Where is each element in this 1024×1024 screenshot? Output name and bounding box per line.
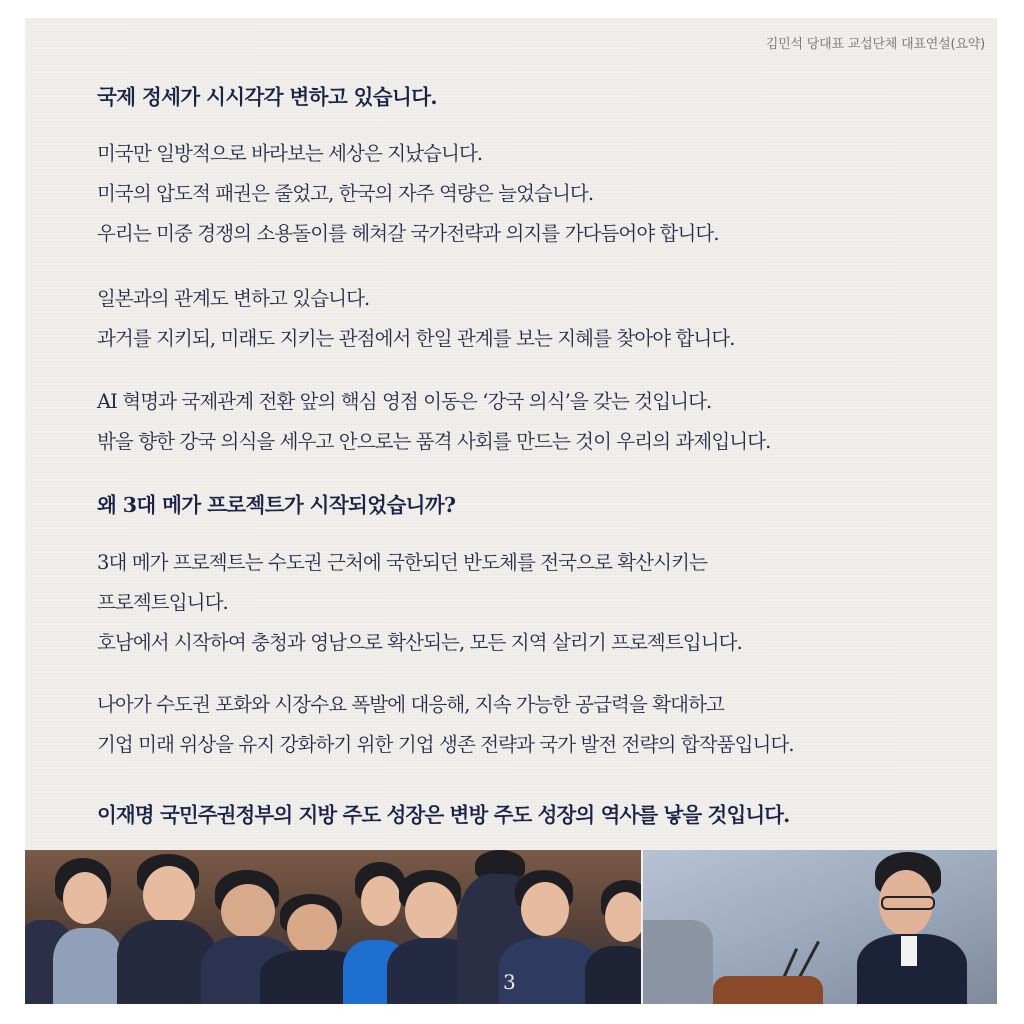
paragraph-line: 밖을 향한 강국 의식을 세우고 안으로는 품격 사회를 만드는 것이 우리의 과제입니다. — [97, 430, 771, 453]
photo-strip — [25, 850, 997, 1004]
paragraph-line: 3대 메가 프로젝트는 수도권 근처에 국한되던 반도체를 전국으로 확산시키는 — [97, 551, 707, 574]
podium-speech-photo — [643, 850, 997, 1004]
paragraph-us-relations — [97, 134, 719, 254]
paragraph-line: AI 혁명과 국제관계 전환 앞의 핵심 영점 이동은 ‘강국 의식’을 갖는 것입니다. — [97, 390, 712, 413]
speech-summary-card — [25, 18, 997, 1004]
heading-regional-growth: 이재명 국민주권정부의 지방 주도 성장은 변방 주도 성장의 역사를 낳을 것입니다. — [97, 803, 790, 827]
paragraph-strong-nation — [97, 382, 770, 462]
paragraph-line: 기업 미래 위상을 유지 강화하기 위한 기업 생존 전략과 국가 발전 전략의 합작품입니다. — [97, 733, 794, 756]
heading-mega-projects: 왜 3대 메가 프로젝트가 시작되었습니까? — [97, 493, 456, 517]
paragraph-line: 일본과의 관계도 변하고 있습니다. — [97, 287, 370, 310]
paragraph-supply-strategy — [97, 685, 794, 765]
paragraph-line: 우리는 미중 경쟁의 소용돌이를 헤쳐갈 국가전략과 의지를 가다듬어야 합니다. — [97, 222, 719, 245]
paragraph-mega-projects — [97, 543, 742, 663]
heading-international-situation: 국제 정세가 시시각각 변하고 있습니다. — [97, 85, 437, 109]
assembly-crowd-photo — [25, 850, 641, 1004]
paragraph-japan-relations — [97, 279, 735, 359]
page-number: 3 — [503, 970, 516, 994]
paragraph-line: 나아가 수도권 포화와 시장수요 폭발에 대응해, 지속 가능한 공급력을 확대하고 — [97, 693, 724, 716]
paragraph-line: 미국만 일방적으로 바라보는 세상은 지났습니다. — [97, 142, 483, 165]
paragraph-line: 프로젝트입니다. — [97, 591, 228, 614]
paragraph-line: 미국의 압도적 패권은 줄었고, 한국의 자주 역량은 늘었습니다. — [97, 182, 594, 205]
paragraph-line: 호남에서 시작하여 충청과 영남으로 확산되는, 모든 지역 살리기 프로젝트입니다. — [97, 631, 742, 654]
paragraph-line: 과거를 지키되, 미래도 지키는 관점에서 한일 관계를 보는 지혜를 찾아야 합니다. — [97, 327, 735, 350]
source-caption: 김민석 당대표 교섭단체 대표연설(요약) — [765, 37, 985, 52]
